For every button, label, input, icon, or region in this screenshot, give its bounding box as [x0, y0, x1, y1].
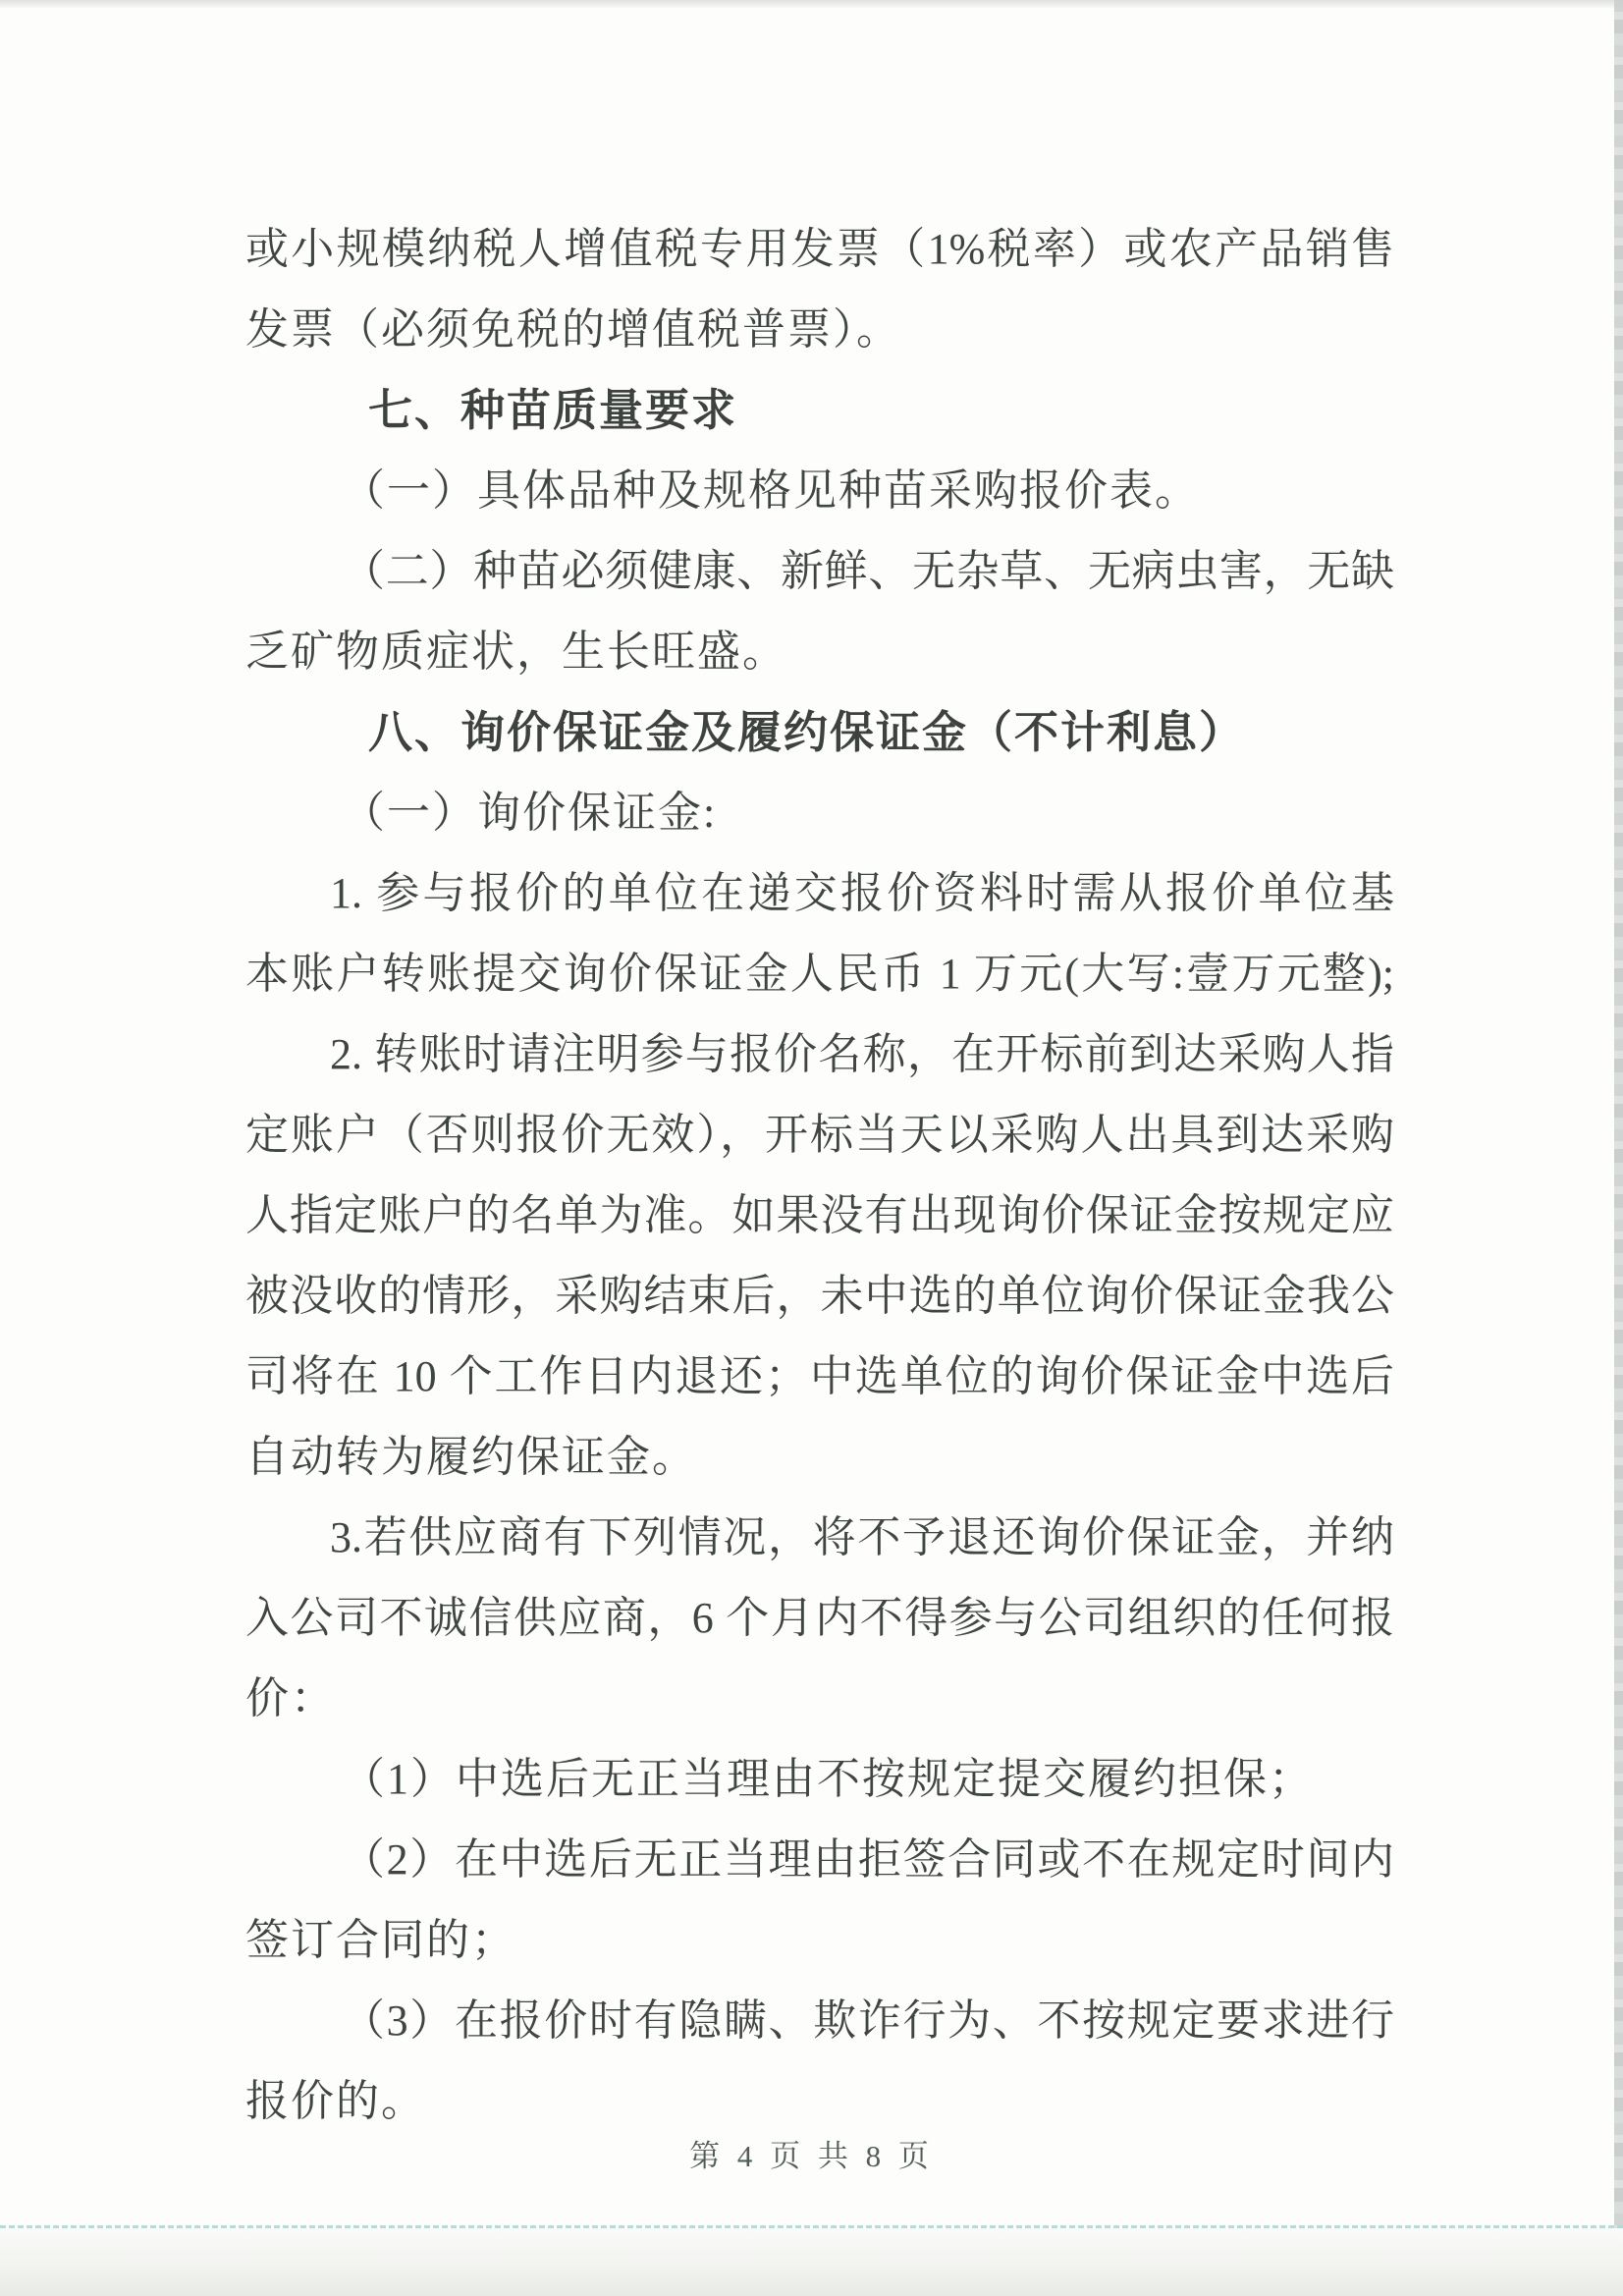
text-line: 被没收的情形，采购结束后，未中选的单位询价保证金我公 — [245, 1272, 1394, 1320]
text-line: 签订合同的； — [245, 1916, 516, 1964]
text-line: 2. 转账时请注明参与报价名称，在开标前到达采购人指 — [330, 1030, 1394, 1078]
text-line: 发票（必须免税的增值税普票）。 — [245, 305, 901, 354]
page-number: 第 4 页 共 8 页 — [689, 2139, 934, 2173]
text-line: 或小规模纳税人增值税专用发票（1%税率）或农产品销售 — [245, 225, 1394, 273]
text-line: 1. 参与报价的单位在递交报价资料时需从报价单位基 — [330, 869, 1394, 917]
text-line: 乏矿物质症状，生长旺盛。 — [245, 628, 787, 676]
section-heading-8: 八、询价保证金及履约保证金（不计利息） — [368, 708, 1246, 757]
scan-top-edge-artifact — [0, 0, 1623, 9]
text-line: 报价的。 — [245, 2077, 426, 2125]
text-line: 自动转为履约保证金。 — [245, 1433, 697, 1481]
scan-right-edge-artifact — [1614, 0, 1623, 2296]
text-line: （2）在中选后无正当理由拒签合同或不在规定时间内 — [342, 1835, 1394, 1884]
text-line: （3）在报价时有隐瞒、欺诈行为、不按规定要求进行 — [342, 1996, 1394, 2045]
text-line: 人指定账户的名单为准。如果没有出现询价保证金按规定应 — [245, 1191, 1394, 1239]
text-line: 司将在 10 个工作日内退还；中选单位的询价保证金中选后 — [245, 1352, 1394, 1400]
text-line: 价： — [245, 1674, 336, 1722]
text-line: （一）询价保证金: — [342, 789, 718, 837]
text-line: 定账户（否则报价无效），开标当天以采购人出具到达采购 — [245, 1111, 1394, 1159]
text-line: （1）中选后无正当理由不按规定提交履约担保； — [342, 1755, 1314, 1803]
text-line: （一）具体品种及规格见种苗采购报价表。 — [342, 466, 1200, 515]
text-line: 本账户转账提交询价保证金人民币 1 万元(大写:壹万元整); — [245, 950, 1394, 998]
document-body — [245, 209, 1394, 2142]
scan-bottom-edge-artifact — [0, 2228, 1623, 2296]
text-line: （二）种苗必须健康、新鲜、无杂草、无病虫害，无缺 — [342, 547, 1394, 595]
text-line: 3.若供应商有下列情况，将不予退还询价保证金，并纳 — [330, 1513, 1394, 1561]
section-heading-7: 七、种苗质量要求 — [368, 386, 738, 435]
text-line: 入公司不诚信供应商，6 个月内不得参与公司组织的任何报 — [245, 1594, 1394, 1642]
